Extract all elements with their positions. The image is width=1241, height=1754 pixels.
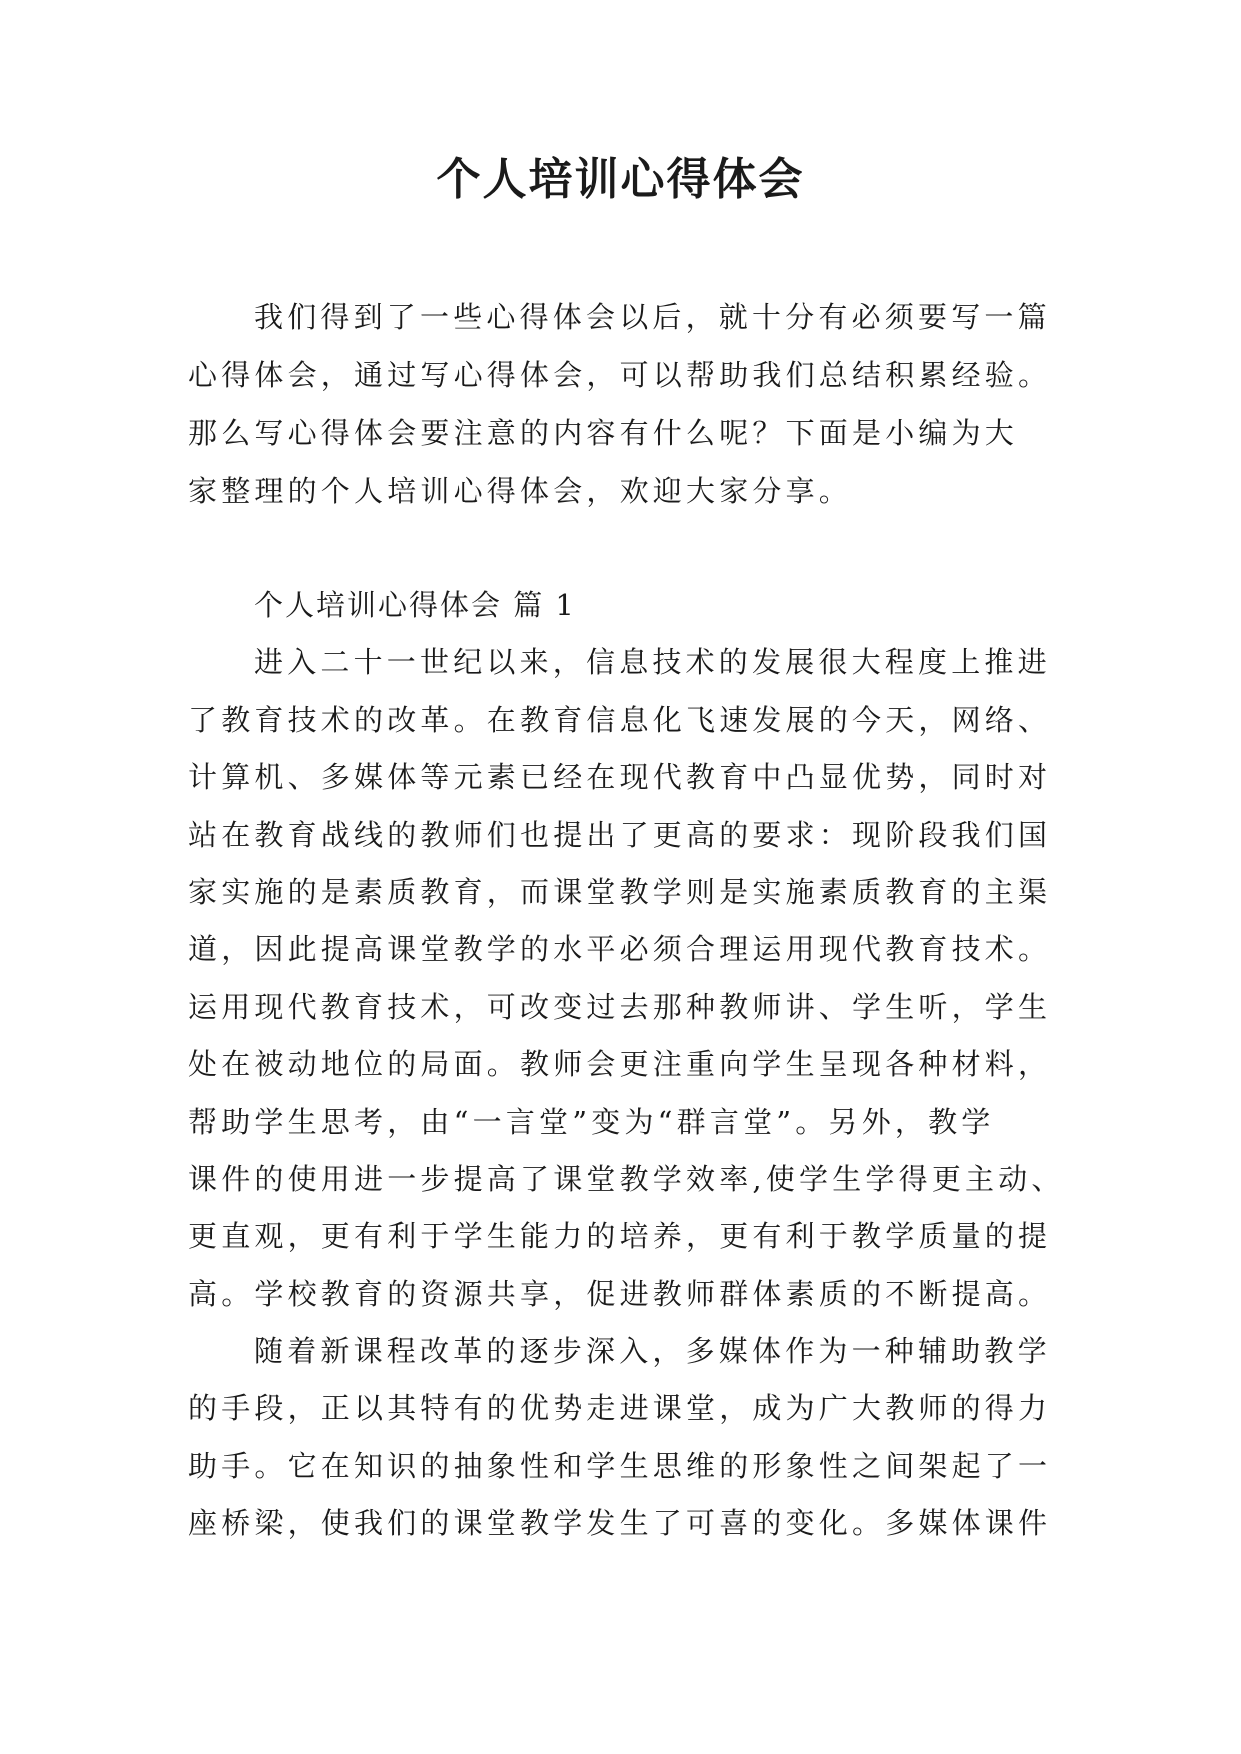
section-1	[188, 577, 1068, 1553]
paragraph-line: 计算机、多媒体等元素已经在现代教育中凸显优势，同时对	[188, 760, 1052, 795]
intro-line: 那么写心得体会要注意的内容有什么呢？下面是小编为大	[188, 416, 1019, 450]
paragraph-line: 高。学校教育的资源共享，促进教师群体素质的不断提高。	[188, 1276, 1052, 1311]
paragraph-line: 处在被动地位的局面。教师会更注重向学生呈现各种材料，	[188, 1047, 1052, 1082]
intro-line: 心得体会，通过写心得体会，可以帮助我们总结积累经验。	[188, 358, 1052, 392]
paragraph-line: 了教育技术的改革。在教育信息化飞速发展的今天，网络、	[188, 702, 1052, 737]
document-title: 个人培训心得体会	[436, 154, 805, 205]
paragraph-line: 家实施的是素质教育，而课堂教学则是实施素质教育的主渠	[188, 874, 1052, 909]
intro-line: 我们得到了一些心得体会以后，就十分有必须要写一篇	[254, 300, 1051, 334]
section-heading: 个人培训心得体会 篇 1	[254, 588, 576, 622]
paragraph-line: 进入二十一世纪以来，信息技术的发展很大程度上推进	[254, 645, 1051, 680]
paragraph-line: 帮助学生思考，由“一言堂”变为“群言堂”。另外，教学	[188, 1104, 995, 1139]
intro-paragraph	[188, 288, 1068, 520]
paragraph-line: 助手。它在知识的抽象性和学生思维的形象性之间架起了一	[188, 1448, 1052, 1483]
paragraph-line: 课件的使用进一步提高了课堂教学效率,使学生学得更主动、	[188, 1161, 1065, 1196]
paragraph-line: 更直观，更有利于学生能力的培养，更有利于教学质量的提	[188, 1219, 1052, 1254]
paragraph-line: 运用现代教育技术，可改变过去那种教师讲、学生听，学生	[188, 989, 1052, 1024]
intro-line: 家整理的个人培训心得体会，欢迎大家分享。	[188, 474, 853, 508]
paragraph-line: 随着新课程改革的逐步深入，多媒体作为一种辅助教学	[254, 1334, 1051, 1369]
paragraph-line: 道，因此提高课堂教学的水平必须合理运用现代教育技术。	[188, 932, 1052, 967]
paragraph-line: 的手段，正以其特有的优势走进课堂，成为广大教师的得力	[188, 1391, 1052, 1426]
paragraph-line: 座桥梁，使我们的课堂教学发生了可喜的变化。多媒体课件	[188, 1506, 1052, 1541]
paragraph-line: 站在教育战线的教师们也提出了更高的要求：现阶段我们国	[188, 817, 1052, 852]
